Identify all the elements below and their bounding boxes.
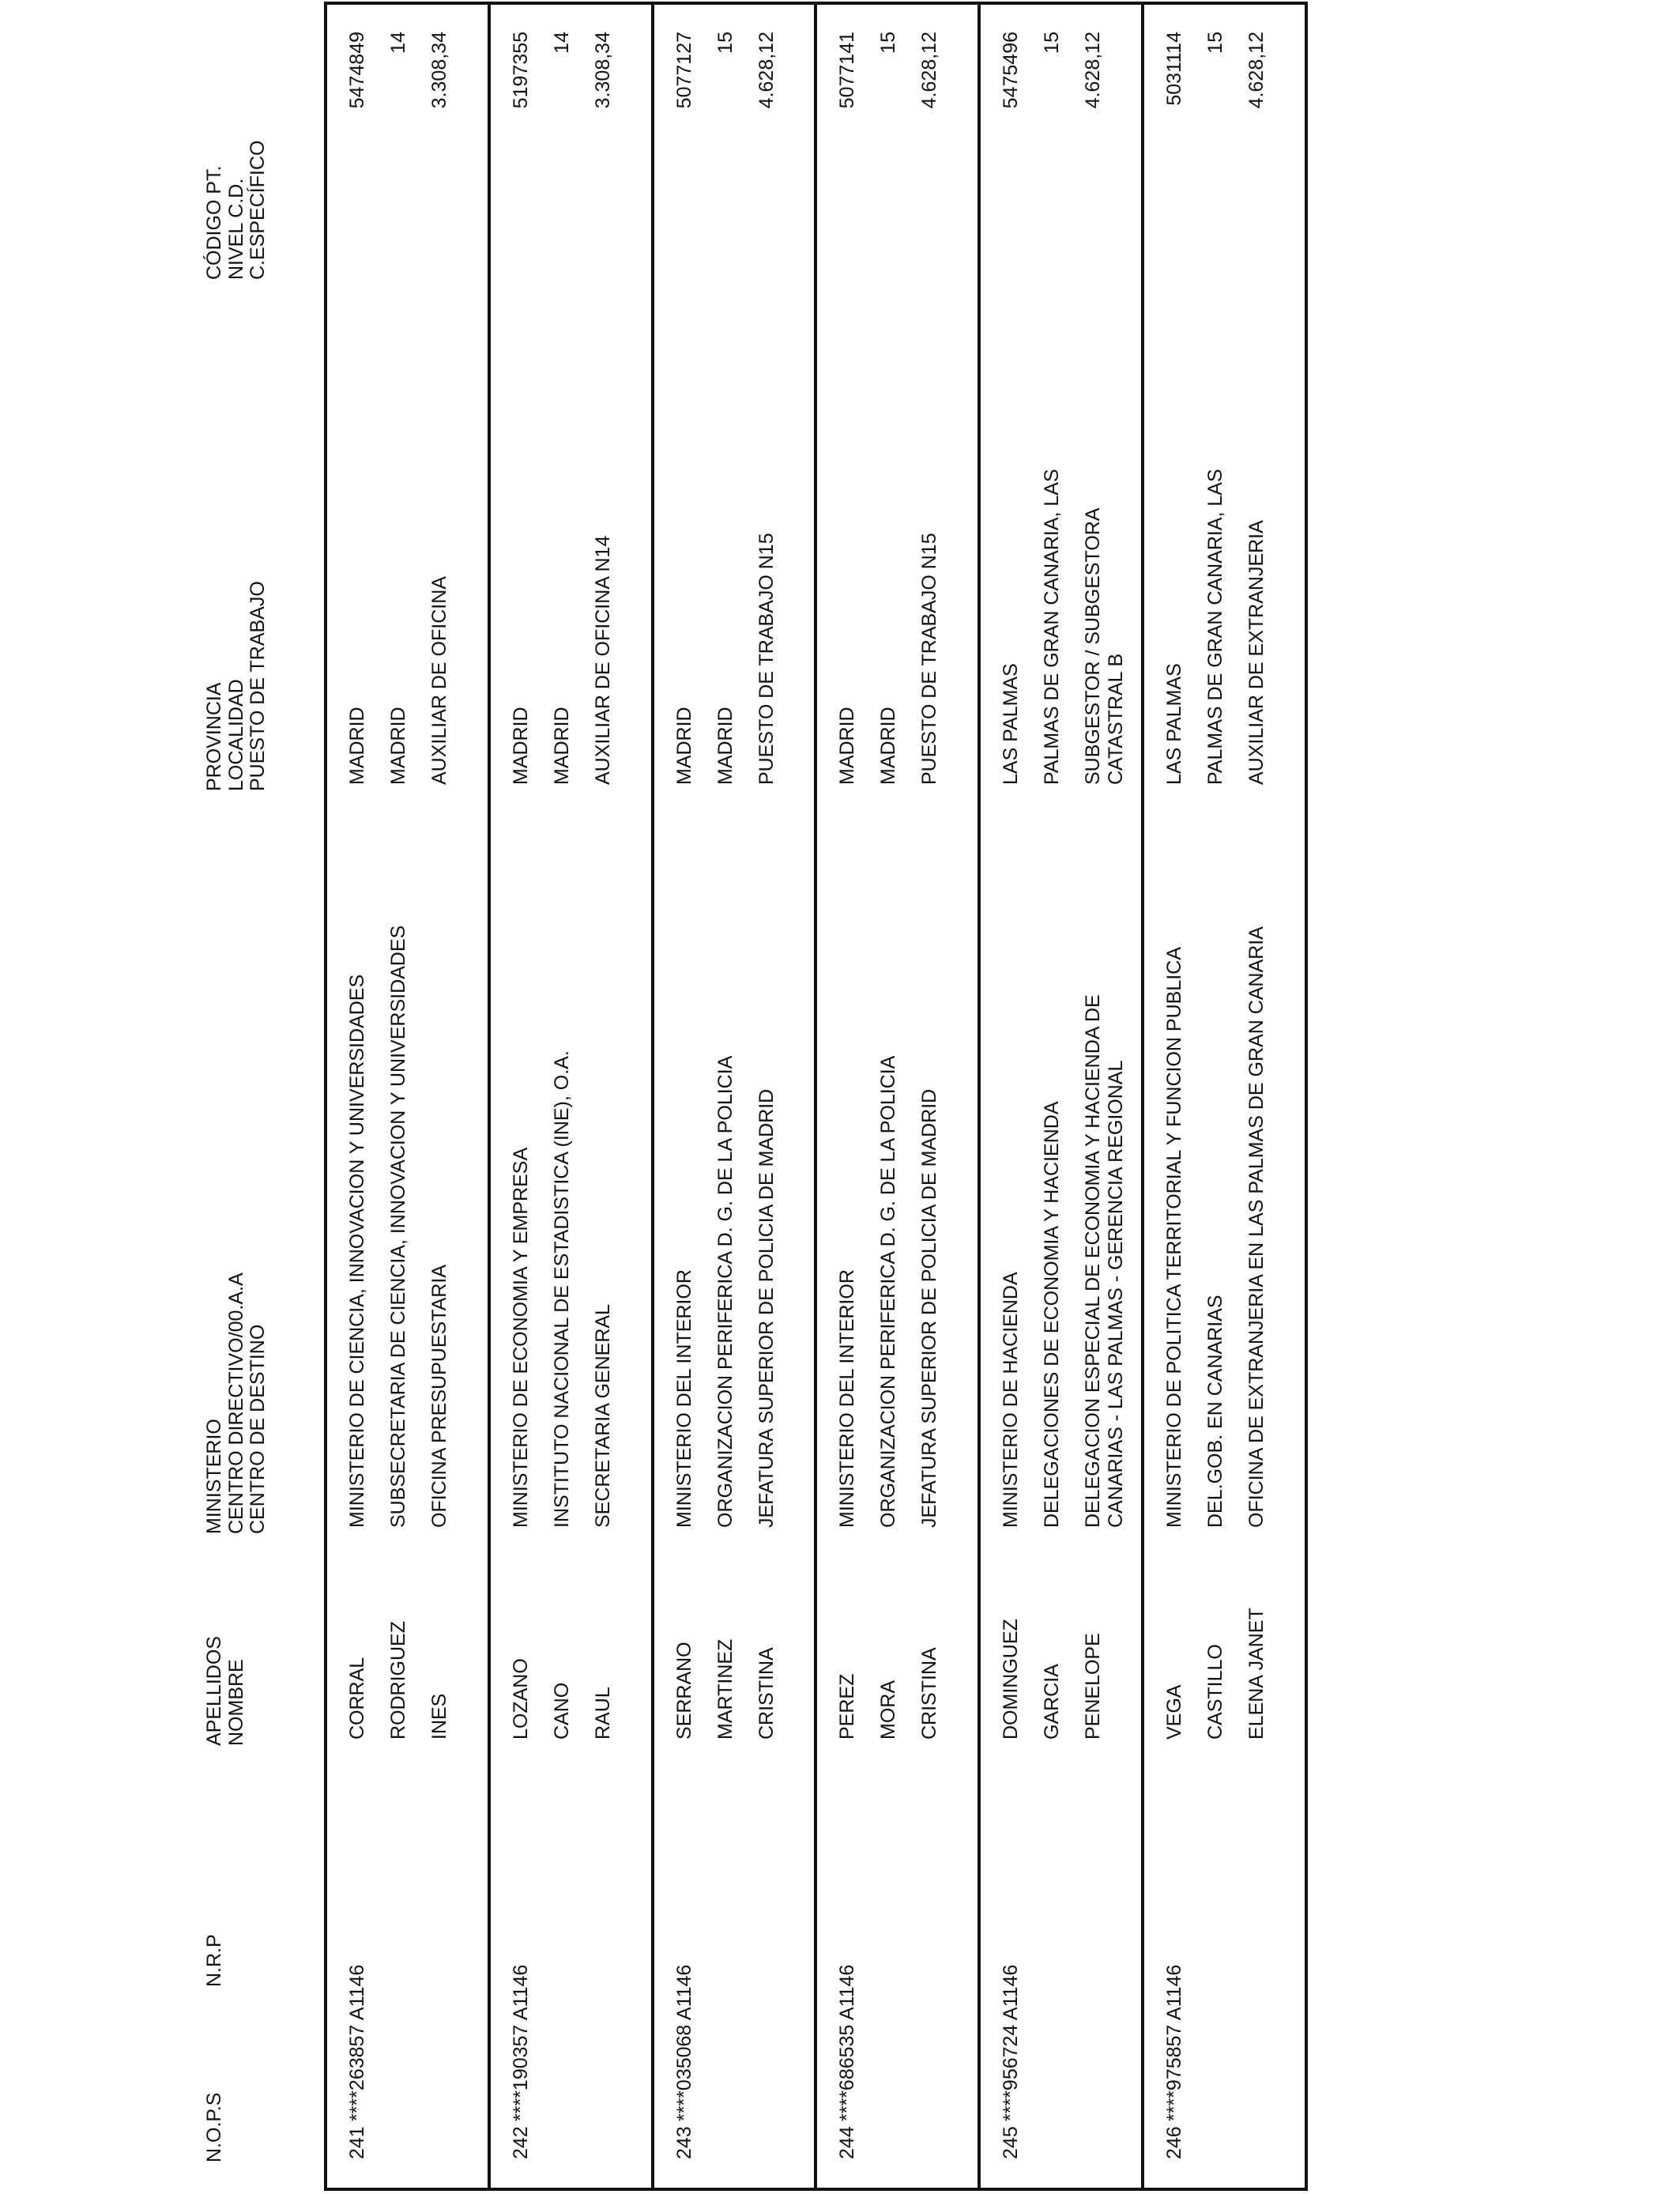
record-nombre: CRISTINA xyxy=(918,1647,940,1740)
record-apellido1: VEGA xyxy=(1163,1684,1185,1740)
record-localidad: PALMAS DE GRAN CANARIA, LAS xyxy=(1204,469,1226,785)
record-localidad: MADRID xyxy=(387,707,409,785)
record-nivel-cd: 15 xyxy=(1204,32,1226,54)
record-nombre: CRISTINA xyxy=(755,1647,778,1740)
record-apellido1: DOMINGUEZ xyxy=(1000,1619,1022,1740)
table-row xyxy=(654,5,817,2188)
record-codigo-pt: 5475496 xyxy=(1000,32,1022,109)
record-codigo-pt: 5077141 xyxy=(836,32,858,109)
record-centro-destino: OFICINA DE EXTRANJERIA EN LAS PALMAS DE GRAN CANARIA xyxy=(1245,926,1268,1528)
record-nops: 242 xyxy=(510,2126,532,2159)
record-nivel-cd: 14 xyxy=(387,32,409,54)
record-centro-directivo: SUBSECRETARIA DE CIENCIA, INNOVACION Y UNIVERSIDADES xyxy=(387,925,409,1528)
record-nops: 241 xyxy=(346,2126,368,2159)
header-ministerio-centros: MINISTERIO CENTRO DIRECTIVO/00.A.A CENTRO DE DESTINO xyxy=(203,1272,269,1534)
record-nrp: ****263857 A1146 xyxy=(346,1964,368,2121)
table-row xyxy=(491,5,654,2188)
record-ministerio: MINISTERIO DE HACIENDA xyxy=(1000,1272,1022,1528)
header-apellidos-nombre: APELLIDOS NOMBRE xyxy=(203,1636,247,1746)
record-apellido1: SERRANO xyxy=(673,1642,695,1740)
record-apellido2: GARCIA xyxy=(1041,1664,1063,1740)
record-puesto: AUXILIAR DE OFICINA N14 xyxy=(592,535,614,785)
record-localidad: PALMAS DE GRAN CANARIA, LAS xyxy=(1041,469,1063,785)
header-provincia-localidad-puesto: PROVINCIA LOCALIDAD PUESTO DE TRABAJO xyxy=(203,581,269,791)
record-centro-directivo: DEL.GOB. EN CANARIAS xyxy=(1204,1295,1226,1528)
table-row xyxy=(1144,5,1305,2188)
record-centro-directivo: DELEGACIONES DE ECONOMIA Y HACIENDA xyxy=(1041,1101,1063,1528)
record-provincia: MADRID xyxy=(836,707,858,785)
record-puesto: PUESTO DE TRABAJO N15 xyxy=(918,533,940,785)
record-apellido2: MARTINEZ xyxy=(714,1638,736,1740)
record-ministerio: MINISTERIO DE ECONOMIA Y EMPRESA xyxy=(510,1147,532,1528)
record-c-especifico: 4.628,12 xyxy=(1245,32,1268,109)
record-nivel-cd: 15 xyxy=(714,32,736,54)
record-provincia: LAS PALMAS xyxy=(1163,663,1185,785)
record-c-especifico: 3.308,34 xyxy=(428,32,450,109)
record-codigo-pt: 5474849 xyxy=(346,32,368,109)
record-ministerio: MINISTERIO DEL INTERIOR xyxy=(836,1269,858,1528)
record-localidad: MADRID xyxy=(714,707,736,785)
record-puesto: AUXILIAR DE OFICINA xyxy=(428,576,450,785)
record-apellido1: CORRAL xyxy=(346,1657,368,1740)
record-nops: 245 xyxy=(1000,2126,1022,2159)
record-nrp: ****956724 A1146 xyxy=(1000,1964,1022,2121)
record-nivel-cd: 14 xyxy=(551,32,573,54)
record-provincia: LAS PALMAS xyxy=(1000,663,1022,785)
record-nops: 246 xyxy=(1163,2126,1185,2159)
records-table xyxy=(324,2,1308,2191)
table-row xyxy=(817,5,981,2188)
record-ministerio: MINISTERIO DEL INTERIOR xyxy=(673,1269,695,1528)
record-nrp: ****035068 A1146 xyxy=(673,1964,695,2121)
record-apellido2: RODRIGUEZ xyxy=(387,1621,409,1740)
record-apellido1: LOZANO xyxy=(510,1658,532,1740)
record-nrp: ****190357 A1146 xyxy=(510,1964,532,2121)
record-centro-destino: SECRETARIA GENERAL xyxy=(592,1304,614,1528)
header-nrp: N.R.P xyxy=(203,1934,225,1987)
record-nombre: INES xyxy=(428,1693,450,1740)
record-provincia: MADRID xyxy=(673,707,695,785)
record-puesto: AUXILIAR DE EXTRANJERIA xyxy=(1245,520,1268,785)
record-nops: 244 xyxy=(836,2126,858,2159)
record-puesto: SUBGESTOR / SUBGESTORA CATASTRAL B xyxy=(1082,508,1127,785)
table-row xyxy=(981,5,1144,2188)
record-apellido2: CANO xyxy=(551,1682,573,1740)
record-centro-destino: JEFATURA SUPERIOR DE POLICIA DE MADRID xyxy=(918,1088,940,1528)
record-centro-directivo: ORGANIZACION PERIFERICA D. G. DE LA POLICIA xyxy=(877,1055,899,1528)
record-nombre: ELENA JANET xyxy=(1245,1608,1268,1740)
record-codigo-pt: 5031114 xyxy=(1163,32,1185,106)
record-c-especifico: 3.308,34 xyxy=(592,32,614,109)
record-c-especifico: 4.628,12 xyxy=(755,32,778,109)
record-apellido1: PEREZ xyxy=(836,1673,858,1740)
record-nrp: ****686535 A1146 xyxy=(836,1964,858,2121)
record-nombre: RAUL xyxy=(592,1687,614,1740)
record-nops: 243 xyxy=(673,2126,695,2159)
record-centro-destino: OFICINA PRESUPUESTARIA xyxy=(428,1265,450,1528)
header-nops: N.O.P.S xyxy=(203,2092,225,2162)
record-nivel-cd: 15 xyxy=(877,32,899,54)
record-apellido2: CASTILLO xyxy=(1204,1644,1226,1740)
record-provincia: MADRID xyxy=(510,707,532,785)
record-codigo-pt: 5197355 xyxy=(510,32,532,109)
record-centro-destino: JEFATURA SUPERIOR DE POLICIA DE MADRID xyxy=(755,1088,778,1528)
record-apellido2: MORA xyxy=(877,1680,899,1740)
record-codigo-pt: 5077127 xyxy=(673,32,695,109)
record-nrp: ****975857 A1146 xyxy=(1163,1964,1185,2121)
record-provincia: MADRID xyxy=(346,707,368,785)
record-puesto: PUESTO DE TRABAJO N15 xyxy=(755,533,778,785)
record-c-especifico: 4.628,12 xyxy=(918,32,940,109)
record-nombre: PENELOPE xyxy=(1082,1633,1104,1740)
record-centro-directivo: ORGANIZACION PERIFERICA D. G. DE LA POLICIA xyxy=(714,1055,736,1528)
record-centro-destino: DELEGACION ESPECIAL DE ECONOMIA Y HACIENDA DE CANARIAS - LAS PALMAS - GERENCIA REGIONAL xyxy=(1082,994,1127,1528)
record-localidad: MADRID xyxy=(877,707,899,785)
record-c-especifico: 4.628,12 xyxy=(1082,32,1104,109)
header-codigo-nivel-especifico: CÓDIGO PT. NIVEL C.D. C.ESPECÍFICO xyxy=(203,140,269,280)
record-localidad: MADRID xyxy=(551,707,573,785)
record-ministerio: MINISTERIO DE POLITICA TERRITORIAL Y FUNCION PUBLICA xyxy=(1163,947,1185,1528)
record-nivel-cd: 15 xyxy=(1041,32,1063,54)
table-row xyxy=(327,5,491,2188)
record-ministerio: MINISTERIO DE CIENCIA, INNOVACION Y UNIVERSIDADES xyxy=(346,974,368,1528)
record-centro-directivo: INSTITUTO NACIONAL DE ESTADISTICA (INE), O.A. xyxy=(551,1050,573,1528)
